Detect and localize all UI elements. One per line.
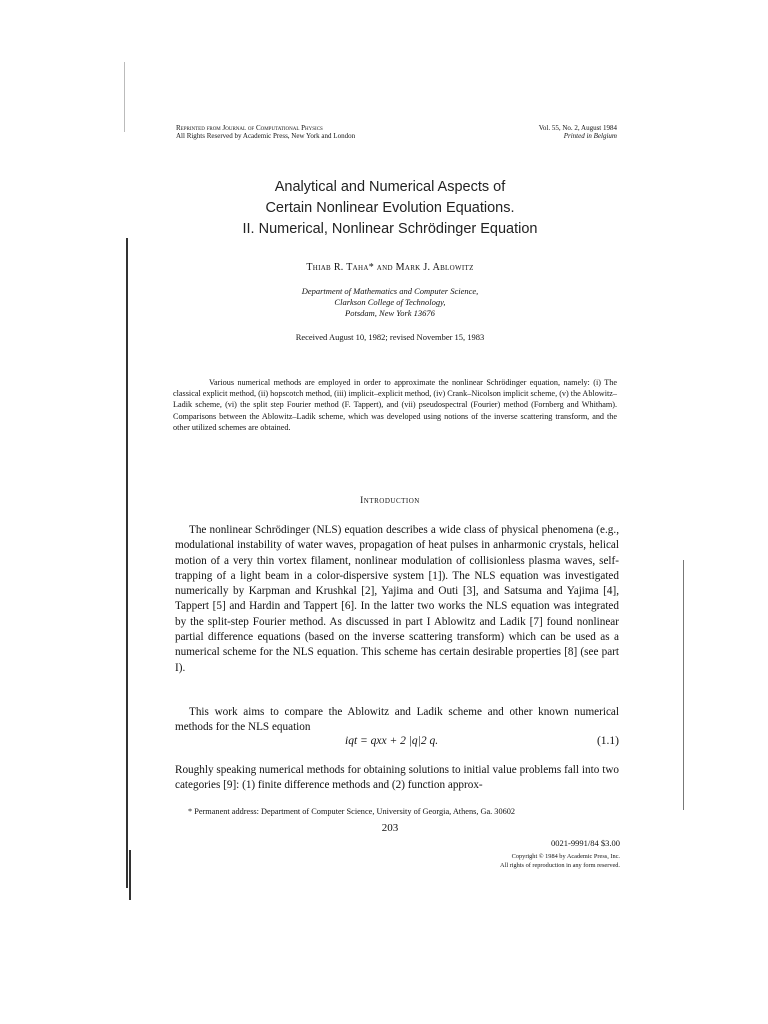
scan-edge-line: [126, 238, 128, 888]
paragraph-text: This work aims to compare the Ablowitz and Ladik scheme and other known numerical methods for the NLS equation: [175, 706, 619, 734]
title-line: Analytical and Numerical Aspects of: [274, 179, 506, 195]
equation-1-1: [175, 735, 619, 751]
paragraph: Roughly speaking numerical methods for obtaining solutions to initial value problems fall into two categories [9]: (1) finite difference methods and (2) function approx-: [175, 764, 619, 792]
title-line: II. Numerical, Nonlinear Schrödinger Equation: [242, 221, 538, 237]
article-code: 0021-9991/84 $3.00: [551, 838, 620, 848]
copyright-line: All rights of reproduction in any form reserved.: [500, 862, 620, 869]
scan-edge-line: [129, 850, 131, 900]
printed-in: Printed in Belgium: [563, 132, 617, 140]
paragraph: [175, 705, 619, 736]
volume-info: Vol. 55, No. 2, August 1984: [538, 124, 617, 132]
title-line: Certain Nonlinear Evolution Equations.: [265, 200, 515, 216]
equation-text: iqt = qxx + 2 |q|2 q.: [345, 735, 439, 747]
rights-note: All Rights Reserved by Academic Press, New York and London: [176, 132, 356, 140]
copyright-line: Copyright © 1984 by Academic Press, Inc.: [511, 853, 620, 860]
affiliation: [160, 286, 620, 319]
affiliation-line: Clarkson College of Technology,: [334, 297, 446, 307]
scan-edge-line: [683, 560, 684, 810]
paper-title: [160, 177, 620, 240]
affiliation-line: Department of Mathematics and Computer Science,: [301, 286, 479, 296]
copyright: [400, 852, 620, 870]
paragraph: The nonlinear Schrödinger (NLS) equation describes a wide class of physical phenomena (e.g., modulational instability of water waves, propagation of heat pulses in anharmonic crystals, helical motion of a very thin vortex filament, nonlinear modulation of collisionless plasma waves, self-trapping of a light beam in a color-dispersive system [1]). The NLS equation was investigated numerically by Karpman and Krushkal [2], Yajima and Outi [3], and Satsuma and Yajima [4], Tappert [5] and Hardin and Tappert [6]. In the latter two works the NLS equation was integrated by the split-step Fourier method. As discussed in part I Ablowitz and Ladik [7] found nonlinear partial difference equations (based on the inverse scattering transform) which can be used as a numerical scheme for the NLS equation. This scheme has certain desirable properties [8] (see part I).: [175, 524, 619, 674]
volume-header: [480, 124, 617, 140]
scan-edge-line: [124, 62, 125, 132]
footnote: * Permanent address: Department of Computer Science, University of Georgia, Athens, Ga. 30602: [188, 807, 516, 816]
abstract: Various numerical methods are employed in order to approximate the nonlinear Schrödinger equation, namely: (i) The classical explicit method, (ii) hopscotch method, (iii) implicit–explicit method, (iv) Crank–Nicolson implicit scheme, (v) the Ablowitz–Ladik scheme, (vi) the split step Fourier method (F. Tappert), and (vii) pseudospectral (Fourier) method (Fornberg and Whitham). Comparisons between the Ablowitz–Ladik scheme, which was developed using notions of the inverse scattering transform, and the other utilized schemes are obtained.: [173, 378, 617, 432]
reprint-note: Reprinted from Journal of Computational Physics: [176, 124, 323, 132]
received-date: Received August 10, 1982; revised November 15, 1983: [295, 332, 485, 342]
affiliation-line: Potsdam, New York 13676: [345, 308, 435, 318]
section-heading: Introduction: [360, 496, 420, 506]
journal-header: [176, 124, 355, 140]
authors: Thiab R. Taha* and Mark J. Ablowitz: [306, 262, 474, 273]
equation-number: (1.1): [596, 735, 619, 747]
page-number: 203: [381, 822, 399, 834]
